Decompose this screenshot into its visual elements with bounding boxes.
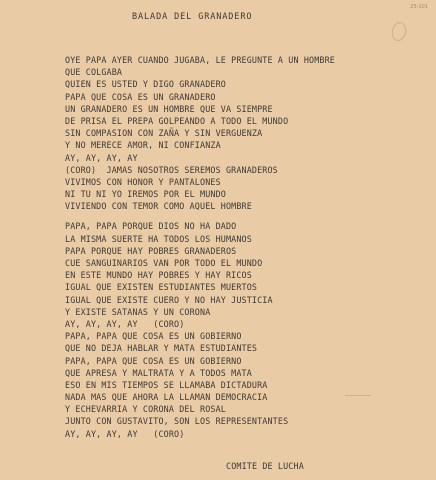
margin-pencil-mark: [345, 395, 371, 396]
lyric-line: Y NO MERECE AMOR, NI CONFIANZA: [65, 140, 221, 151]
chorus-line: VIVIMOS CON HONOR Y PANTALONES: [65, 176, 221, 187]
lyric-line: IGUAL QUE EXISTEN ESTUDIANTES MUERTOS: [65, 282, 258, 293]
handwritten-mark: [390, 21, 408, 42]
lyric-line: UN GRANADERO ES UN HOMBRE QUE VA SIEMPRE: [65, 103, 273, 114]
lyric-line: AY, AY, AY, AY: [65, 152, 138, 163]
document-title: BALADA DEL GRANADERO: [132, 12, 253, 22]
lyric-line: DE PRISA EL PREPA GOLPEANDO A TODO EL MUNDO: [65, 115, 289, 126]
lyric-line: ESO EN MIS TIEMPOS SE LLAMABA DICTADURA: [65, 379, 268, 390]
lyric-line: EN ESTE MUNDO HAY POBRES Y HAY RICOS: [65, 270, 252, 281]
lyric-line: AY, AY, AY, AY (CORO): [65, 428, 185, 439]
stanza-break: [65, 212, 365, 220]
signature-line: COMITE DE LUCHA: [226, 461, 304, 471]
lyric-line: PAPA PORQUE HAY POBRES GRANADEROS: [65, 245, 237, 256]
chorus-line: NI TU NI YO IREMOS POR EL MUNDO: [65, 189, 226, 200]
lyric-line: PAPA, PAPA PORQUE DIOS NO HA DADO: [65, 221, 237, 232]
lyric-line: NADA MAS QUE AHORA LA LLAMAN DEMOCRACIA: [65, 392, 268, 403]
lyric-line: AY, AY, AY, AY (CORO): [65, 318, 185, 329]
lyric-line: PAPA, PAPA QUE COSA ES UN GOBIERNO: [65, 355, 242, 366]
lyric-line: QUE COLGABA: [65, 67, 123, 78]
lyric-line: Y ECHEVARRIA Y CORONA DEL ROSAL: [65, 404, 226, 415]
chorus-line: VIVIENDO CON TEMOR COMO AQUEL HOMBRE: [65, 201, 252, 212]
lyric-line: QUE NO DEJA HABLAR Y MATA ESTUDIANTES: [65, 343, 258, 354]
lyric-line: PAPA, PAPA QUE COSA ES UN GOBIERNO: [65, 331, 242, 342]
lyric-line: IGUAL QUE EXISTE CUERO Y NO HAY JUSTICIA: [65, 294, 273, 305]
lyric-line: Y EXISTE SATANAS Y UN CORONA: [65, 306, 211, 317]
lyric-line: JUNTO CON GUSTAVITO, SON LOS REPRESENTANTES: [65, 416, 289, 427]
chorus-line: (CORO) JAMAS NOSOTROS SEREMOS GRANADEROS: [65, 164, 278, 175]
lyric-line: CUE SANGUINARIOS VAN POR TODO EL MUNDO: [65, 258, 263, 268]
lyric-line: PAPA QUE COSA ES UN GRANADERO: [65, 91, 216, 102]
lyric-line: OYE PAPA AYER CUANDO JUGABA, LE PREGUNTE A UN HOMBRE: [65, 55, 335, 65]
lyric-line: SIN COMPASION CON ZAÑA Y SIN VERGUENZA: [65, 128, 263, 139]
lyric-line: QUIEN ES USTED Y DIGO GRANADERO: [65, 79, 226, 90]
lyric-line: LA MISMA SUERTE HA TODOS LOS HUMANOS: [65, 233, 252, 244]
archive-reference: 25-101: [410, 4, 428, 10]
lyrics-body: [65, 54, 365, 440]
lyric-line: QUE APRESA Y MALTRATA Y A TODOS MATA: [65, 367, 252, 378]
